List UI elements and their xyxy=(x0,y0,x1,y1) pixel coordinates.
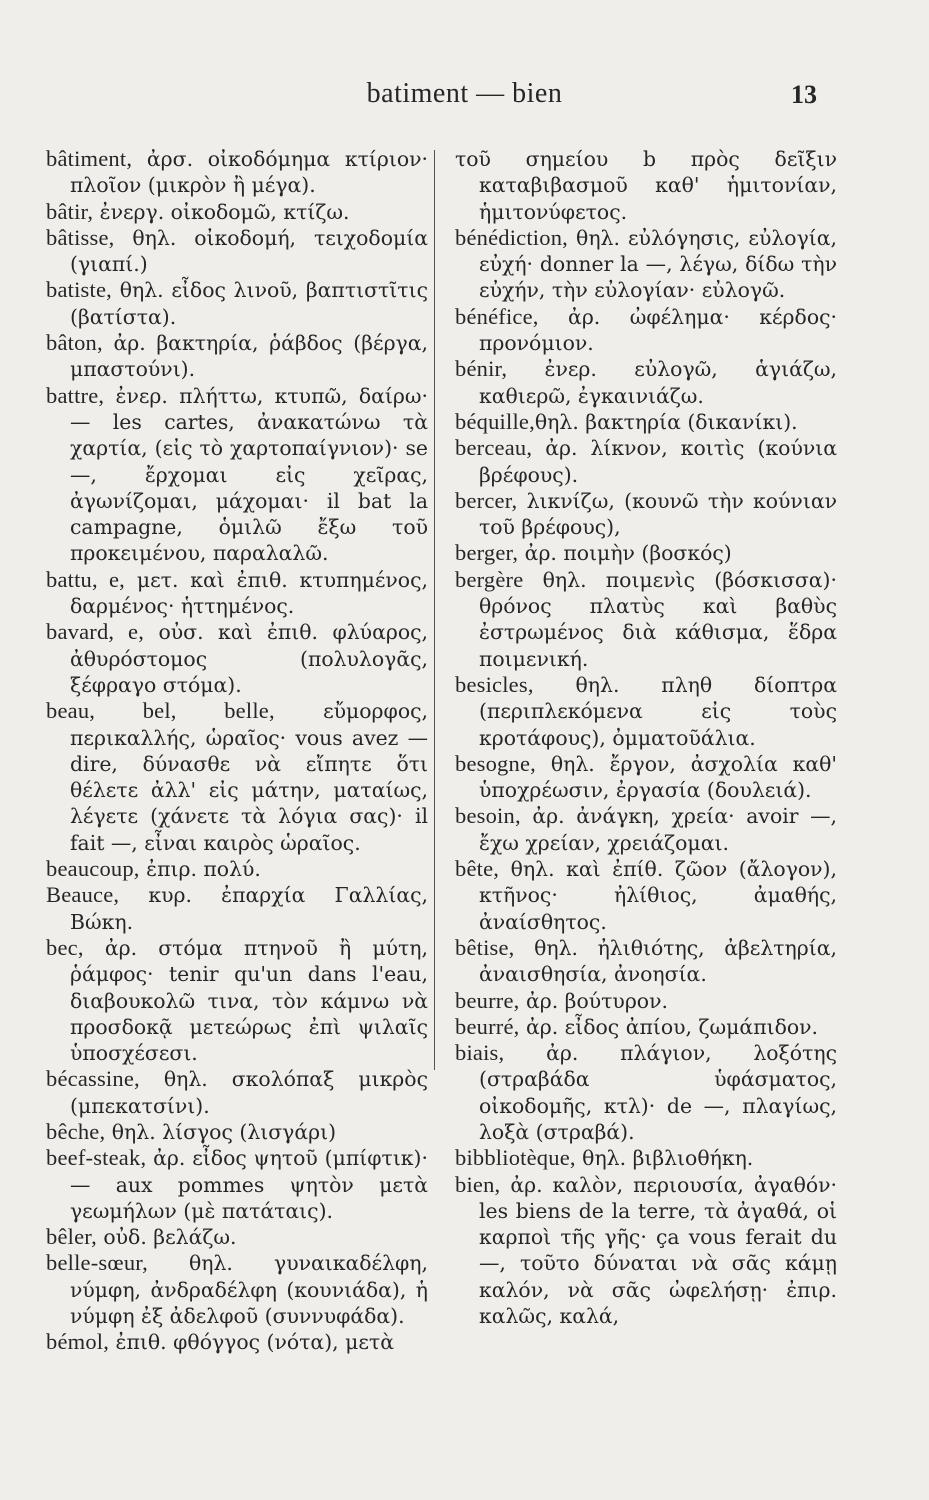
entry-headword: besicles, xyxy=(455,671,534,697)
entry-definition: τοῦ σημείου b πρὸς δεῖξιν καταβιβασμοῦ καθ' ἡμιτονίαν, ἡμιτονύφετος. xyxy=(455,147,837,224)
entry-headword: biais, xyxy=(455,1040,505,1066)
dictionary-entry xyxy=(455,672,837,751)
entry-headword: bercer, xyxy=(455,487,518,513)
dictionary-entry xyxy=(455,988,837,1014)
running-head xyxy=(0,78,929,118)
entry-headword: batiste, xyxy=(46,277,112,303)
dictionary-entry xyxy=(455,856,837,935)
entry-headword: bêler, xyxy=(46,1224,97,1250)
column-divider xyxy=(434,150,435,1070)
dictionary-entry xyxy=(455,409,837,435)
dictionary-entry xyxy=(46,882,428,935)
entry-headword: bibbliotèque, xyxy=(455,1145,576,1171)
dictionary-entry xyxy=(46,146,428,199)
entry-definition: θηλ. εἶδος λινοῦ, βαπτιστῖτις (βατίστα). xyxy=(70,278,428,329)
dictionary-entry xyxy=(46,935,428,1066)
dictionary-entry xyxy=(46,1224,428,1250)
entry-definition: οὐδ. βελάζω. xyxy=(96,1225,237,1250)
dictionary-entry xyxy=(46,1119,428,1145)
entry-headword: berceau, xyxy=(455,435,533,461)
dictionary-entry xyxy=(455,146,837,225)
entry-headword: beef-steak, xyxy=(46,1145,147,1171)
dictionary-entry xyxy=(46,856,428,882)
entry-headword: bémol, xyxy=(46,1329,110,1355)
entry-definition: ἐνερ. εὐλογῶ, ἁγιάζω, καθιερῶ, ἐγκαινιάζω. xyxy=(479,357,837,408)
page-number: 13 xyxy=(791,80,817,109)
entry-definition: κυρ. ἐπαρχία Γαλλίας, Βώκη. xyxy=(70,883,428,934)
dictionary-entry xyxy=(455,803,837,856)
entry-definition: ἀρ. καλὸν, περιουσία, ἀγαθόν· les biens de la terre, τὰ ἀγαθά, οἱ καρποὶ τῆς γῆς· ça vous ferait du —, τοῦτο δύναται νὰ σᾶς κάμῃ καλόν, νὰ σᾶς ὠφελήσῃ· ἐπιρ. καλῶς, καλά, xyxy=(479,1172,837,1329)
entry-definition: θηλ. σκολόπαξ μικρὸς (μπεκατσίνι). xyxy=(70,1067,428,1118)
entry-headword: bavard, e, xyxy=(46,619,145,645)
entry-headword: bien, xyxy=(455,1171,501,1197)
entry-definition: θηλ. καὶ ἐπίθ. ζῶον (ἄλογον), κτῆνος· ἠλίθιος, ἀμαθής, ἀναίσθητος. xyxy=(479,857,837,934)
dictionary-entry xyxy=(455,1145,837,1171)
entry-headword: bêche, xyxy=(46,1118,106,1144)
entry-headword: beurré, xyxy=(455,1013,520,1039)
entry-definition: ἐπιθ. φθόγγος (νότα), μετὰ xyxy=(109,1330,394,1355)
dictionary-entry xyxy=(46,567,428,620)
entry-headword: battu, e, xyxy=(46,566,126,592)
dictionary-entry xyxy=(455,1014,837,1040)
dictionary-entry xyxy=(455,751,837,804)
entry-headword: bec, xyxy=(46,934,84,960)
dictionary-entry xyxy=(46,1066,428,1119)
entry-headword: besoin, xyxy=(455,803,521,829)
right-column xyxy=(455,146,837,1329)
entry-definition: θηλ. λίσγος (λισγάρι) xyxy=(105,1119,337,1144)
entry-definition: ἀρ. βούτυρον. xyxy=(519,988,668,1013)
entry-definition: ἐνεργ. οἰκοδομῶ, κτίζω. xyxy=(93,199,350,224)
entry-definition: ἐνερ. πλήττω, κτυπῶ, δαίρω· — les cartes, ἀνακατώνω τὰ χαρτία, (εἰς τὸ χαρτοπαίγνιον)· se —, ἔρχομαι εἰς χεῖρας, ἀγωνίζομαι, μάχομαι· il bat la campagne, ὁμιλῶ ἔξω τοῦ προκειμένου, παραλαλῶ. xyxy=(70,383,428,566)
entry-definition: ἀρσ. οἰκοδόμημα κτίριον· πλοῖον (μικρὸν ἢ μέγα). xyxy=(70,147,428,198)
entry-headword: bécassine, xyxy=(46,1066,140,1092)
entry-definition: εὔμορφος, περικαλλής, ὡραῖος· vous avez — dire, δύνασθε νὰ εἴπητε ὅτι θέλετε ἀλλ' εἰς μάτην, ματαίως, λέγετε (χάνετε τὰ λόγια σας)· il fait —, εἶναι καιρὸς ὡραῖος. xyxy=(70,699,428,855)
entry-headword: bénir, xyxy=(455,356,508,382)
entry-headword: bâtir, xyxy=(46,198,94,224)
entry-headword: bénéfice, xyxy=(455,303,539,329)
entry-definition: θηλ. βιβλιοθήκη. xyxy=(575,1146,754,1171)
entry-definition: ἀρ. ἀνάγκη, χρεία· avoir —, ἔχω χρείαν, χρειάζομαι. xyxy=(479,804,837,855)
dictionary-entry xyxy=(455,356,837,409)
entry-headword: beaucoup, xyxy=(46,856,140,882)
dictionary-entry xyxy=(455,567,837,672)
entry-headword: battre, xyxy=(46,382,105,408)
entry-definition: θηλ. ποιμενὶς (βόσκισσα)· θρόνος πλατὺς καὶ βαθὺς ἐστρωμένος διὰ κάθισμα, ἕδρα ποιμενική. xyxy=(479,567,837,671)
entry-definition: θηλ. ἠλιθιότης, ἀβελτηρία, ἀναισθησία, ἀνοησία. xyxy=(479,935,837,987)
dictionary-entry xyxy=(46,619,428,698)
dictionary-entry xyxy=(46,1145,428,1224)
dictionary-entry xyxy=(455,540,837,566)
running-title: batiment — bien xyxy=(366,78,563,109)
entry-headword: bâtiment, xyxy=(46,146,133,171)
entry-definition: θηλ. ἔργον, ἀσχολία καθ' ὑποχρέωσιν, ἐργασία (δουλειά). xyxy=(479,751,837,803)
dictionary-entry xyxy=(46,330,428,383)
dictionary-entry xyxy=(46,199,428,225)
entry-definition: ἀρ. βακτηρία, ῥάβδος (βέργα, μπαστούνι). xyxy=(70,331,428,382)
entry-definition: ἀρ. πλάγιον, λοξότης (στραβάδα ὑφάσματος, οἰκοδομῆς, κτλ)· de —, πλαγίως, λοξὰ (στραβά). xyxy=(479,1041,837,1144)
dictionary-entry xyxy=(46,383,428,567)
entry-headword: beau, bel, belle, xyxy=(46,698,275,724)
entry-definition: ἀρ. εἶδος ἀπίου, ζωμάπιδον. xyxy=(519,1014,819,1039)
entry-headword: béquille, xyxy=(455,408,535,434)
entry-definition: οὐσ. καὶ ἐπιθ. φλύαρος, ἀθυρόστομος (πολυλογᾶς, ξέφραγο στόμα). xyxy=(70,620,429,697)
dictionary-entry xyxy=(46,1250,428,1329)
entry-definition: ἀρ. στόμα πτηνοῦ ἢ μύτη, ῥάμφος· tenir qu'un dans l'eau, διαβουκολῶ τινα, τὸν κάμνω νὰ προσδοκᾷ μετεώρως ἐπὶ ψιλαῖς ὑποσχέσεσι. xyxy=(70,935,428,1066)
dictionary-entry xyxy=(46,698,428,856)
entry-definition: λικνίζω, (κουνῶ τὴν κούνιαν τοῦ βρέφους), xyxy=(479,488,837,540)
entry-headword: bêtise, xyxy=(455,934,515,960)
entry-headword: bête, xyxy=(455,856,500,882)
entry-headword: bâtisse, xyxy=(46,224,115,250)
dictionary-entry xyxy=(455,935,837,988)
left-column xyxy=(46,146,428,1356)
dictionary-entry xyxy=(46,1329,428,1355)
entry-headword: berger, xyxy=(455,540,519,566)
dictionary-entry xyxy=(455,435,837,488)
entry-headword: bâton, xyxy=(46,330,103,356)
entry-headword: bergère xyxy=(455,566,524,592)
dictionary-entry xyxy=(455,488,837,541)
dictionary-entry xyxy=(455,1040,837,1145)
dictionary-entry xyxy=(455,225,837,304)
entry-definition: ἐπιρ. πολύ. xyxy=(139,857,261,882)
entry-definition: ἀρ. ὠφέλημα· κέρδος· προνόμιον. xyxy=(479,304,837,356)
dictionary-entry xyxy=(46,225,428,278)
entry-definition: ἀρ. λίκνον, κοιτὶς (κούνια βρέφους). xyxy=(479,436,837,487)
entry-headword: Beauce, xyxy=(46,882,120,908)
entry-definition: θηλ. γυναικαδέλφη, νύμφη, ἀνδραδέλφη (κουνιάδα), ἡ νύμφη ἐξ ἀδελφοῦ (συννυφάδα). xyxy=(70,1251,428,1329)
entry-definition: θηλ. πληθ δίοπτρα (περιπλεκόμενα εἰς τοὺς κροτάφους), ὀμματοῦάλια. xyxy=(479,672,837,750)
entry-headword: bénédiction, xyxy=(455,224,568,250)
entry-definition: ἀρ. εἶδος ψητοῦ (μπίφτικ)· — aux pommes ψητὸν μετὰ γεωμήλων (μὲ πατάταις). xyxy=(70,1146,428,1223)
entry-definition: μετ. καὶ ἐπιθ. κτυπημένος, δαρμένος· ἡττημένος. xyxy=(70,567,428,619)
entry-headword: besogne, xyxy=(455,750,536,776)
dictionary-entry xyxy=(46,277,428,330)
entry-definition: θηλ. εὐλόγησις, εὐλογία, εὐχή· donner la —, λέγω, δίδω τὴν εὐχήν, τὴν εὐλογίαν· εὐλογῶ. xyxy=(479,225,837,303)
entry-definition: θηλ. βακτηρία (δικανίκι). xyxy=(534,409,798,434)
entry-definition: ἀρ. ποιμὴν (βοσκός) xyxy=(518,541,732,566)
entry-headword: belle-sœur, xyxy=(46,1250,148,1276)
dictionary-entry xyxy=(455,304,837,357)
entry-headword: beurre, xyxy=(455,987,520,1013)
dictionary-entry xyxy=(455,1172,837,1330)
entry-definition: θηλ. οἰκοδομή, τειχοδομία (γιαπί.) xyxy=(70,225,428,277)
